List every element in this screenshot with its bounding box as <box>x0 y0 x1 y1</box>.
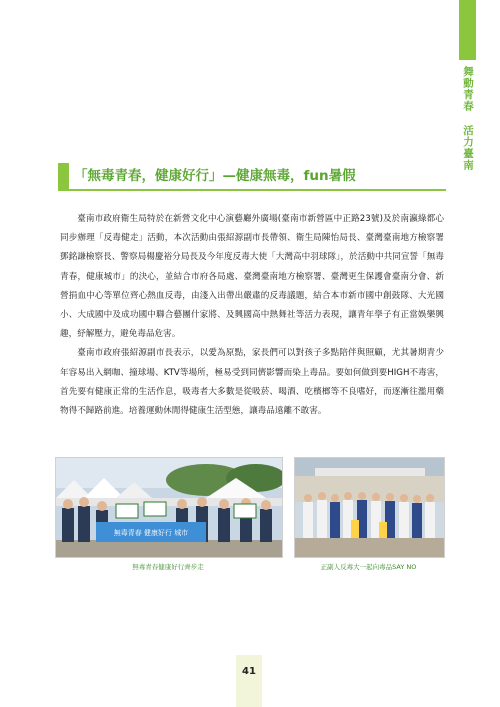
side-color-bar <box>459 0 476 60</box>
photo-banner-text: 無毒青春 健康好行 城市 <box>113 529 189 537</box>
article-body <box>60 210 444 421</box>
photo-group-walk <box>55 457 283 558</box>
photo-caption-2: 正副人反毒大一起向毒品SAY NO <box>320 563 417 571</box>
side-chapter-label: 舞動青春 活力臺南 <box>462 66 474 171</box>
paragraph-2: 臺南市政府張紹源副市長表示，以愛為原點，家長們可以對孩子多點陪伴與照顧，尤其暑期青少年容易出入網咖、撞球場、KTV等場所，極易受到同儕影響而染上毒品。要如何做到要HIGH不毒害，首先要有健康正常的生活作息，吸毒者大多數是從吸菸、喝酒、吃檳榔等不良嗜好，而逐漸往濫用藥物得不歸路前進。培養運動休閒得健康生活型態，讓毒品遠離不敢害。 <box>60 348 444 417</box>
title-marker <box>58 163 69 189</box>
photo-officials-say-no <box>294 457 445 558</box>
paragraph-1: 臺南市政府衛生局特於在新營文化中心演藝廳外廣場(臺南市新營區中正路23號)及於南瀛綠都心同步辦理「反毒健走」活動，本次活動由張紹源副市長帶領、衛生局陳怡局長、臺灣臺南地方檢察署鄧銘謙檢察長、警察局楊慶裕分局長及今年度反毒大使「大灣高中羽球隊」，於活動中共同宣誓「無毒青春，健康城市」的決心，並結合市府各局處、臺灣臺南地方檢察署、臺灣更生保護會臺南分會、新營捐血中心等單位齊心熱血反毒，由淺入出帶出嚴肅的反毒議題，結合本市新市國中創鼓隊、大光國小、大成國中及成功國中聯合藝團什家將、及興國高中熱舞社等活力表現，讓青年學子有正當娛樂興趣，紓解壓力，避免毒品危害。 <box>60 214 444 340</box>
photo-caption-1: 無毒青春健康好行齊步走 <box>132 563 204 571</box>
page-number: 41 <box>242 666 256 677</box>
article-title: 「無毒青春，健康好行」—健康無毒，fun暑假 <box>74 168 356 184</box>
page-number-tab <box>236 655 262 707</box>
title-underline <box>58 189 446 191</box>
